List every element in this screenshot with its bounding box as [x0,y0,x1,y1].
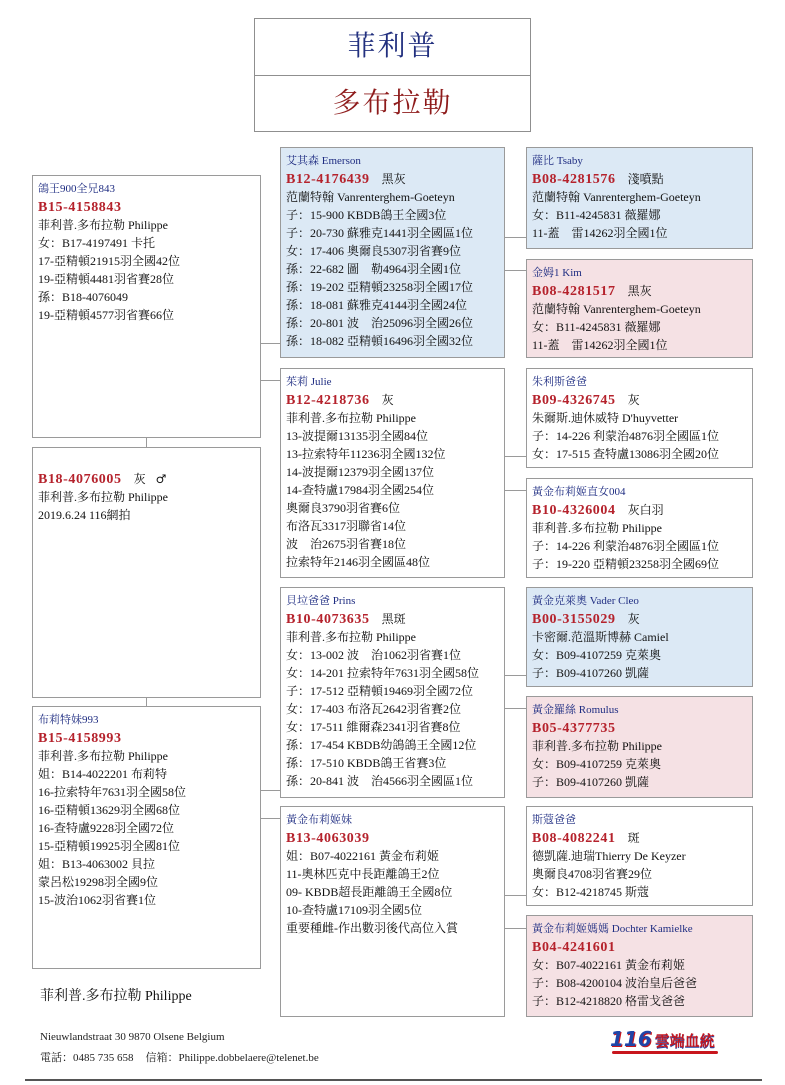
pedigree-box-dam-sire-dam [526,696,753,798]
pedigree-line: 10-查特盧17109羽全國5位 [286,903,422,917]
pedigree-line: 女：17-515 查特盧13086羽全國20位 [532,447,719,461]
pedigree-line: 16-拉索特年7631羽全國58位 [38,785,186,799]
pedigree-box-subject [32,447,261,698]
connector-subject-dam [146,698,147,706]
pedigree-line: 菲利普.多布拉勒 Philippe [38,749,169,763]
pedigree-line: 子：14-226 利蒙治4876羽全國區1位 [532,539,719,553]
pedigree-line: 16-亞精頓13629羽全國68位 [38,803,180,817]
pedigree-line: 13-拉索特年11236羽全國132位 [286,447,446,461]
connector-dam-to-dam-sire [261,790,280,791]
bird-title: 朱利斯爸爸 [532,376,587,388]
pedigree-line: 孫：18-082 亞精頓16496羽全國32位 [286,334,473,348]
breeder-name: 菲利普.多布拉勒 Philippe [40,989,192,1004]
pedigree-line: 孫：22-682 圖 勒4964羽全國1位 [286,262,461,276]
connector-ds-to-dss [505,675,526,676]
connector-sire-subject [146,438,147,447]
bird-title: 黃金布莉姬媽媽 Dochter Kamielke [532,923,693,935]
ring-row [532,501,752,519]
pedigree-line: 16-查特盧9228羽全國72位 [38,821,174,835]
ring-row [38,729,260,747]
pedigree-line: 女：17-403 布洛瓦2642羽省賽2位 [286,702,461,716]
pedigree-line: 11-蓋 雷14262羽全國1位 [532,226,668,240]
ring-row [38,198,260,216]
pedigree-line: 菲利普.多布拉勒 Philippe [38,218,169,232]
ring-number: B12-4176439 [286,172,370,187]
ring-row [38,470,260,488]
pedigree-line: 孫：17-454 KBDB幼鴿鴿王全國12位 [286,738,477,752]
pedigree-box-dam-dam-sire [526,806,753,906]
connector-sire-to-sire-sire [261,343,280,344]
pedigree-line: 布洛瓦3317羽聯省14位 [286,519,407,533]
connector-dd-to-dds [505,895,526,896]
pedigree-line: 范蘭特翰 Vanrenterghem-Goeteyn [532,302,701,316]
bird-title: 薩比 Tsaby [532,155,583,167]
pedigree-line: 重要種雌-作出數羽後代高位入賞 [286,921,458,935]
logo-number: 116 [610,1027,652,1051]
pedigree-line: 女：B11-4245831 薇羅娜 [532,208,661,222]
ring-number: B04-4241601 [532,940,616,955]
pedigree-line: 女：B09-4107259 克萊奧 [532,757,662,771]
pedigree-line: 范蘭特翰 Vanrenterghem-Goeteyn [286,190,455,204]
pedigree-line: 11-蓋 雷14262羽全國1位 [532,338,668,352]
pedigree-line: 子：20-730 蘇雅克1441羽全國區1位 [286,226,473,240]
pedigree-line: 11-奧林匹克中長距離鴿王2位 [286,867,440,881]
ring-number: B05-4377735 [532,721,616,736]
pedigree-line: 14-查特盧17984羽全國254位 [286,483,434,497]
plumage-color: 斑 [627,831,640,845]
connector-sire-to-sire-dam [261,380,280,381]
pedigree-line: 女：B12-4218745 斯蔻 [532,885,650,899]
ring-row [286,170,504,188]
pedigree-box-sire-dam-dam [526,478,753,578]
pedigree-line: 菲利普.多布拉勒 Philippe [286,630,417,644]
ring-row [532,719,752,737]
pedigree-line: 女：13-002 波 治1062羽省賽1位 [286,648,461,662]
pedigree-line: 子：B09-4107260 凱薩 [532,775,650,789]
bird-title: 金姆1 Kim [532,267,582,279]
pedigree-line: 子：19-220 亞精頓23258羽全國69位 [532,557,719,571]
title-first-name: 菲利普 [255,19,530,76]
ring-row [286,610,504,628]
bird-title: 艾其森 Emerson [286,155,361,167]
pedigree-line: 朱爾斯.迪休威特 D'huyvetter [532,411,679,425]
pedigree-line: 菲利普.多布拉勒 Philippe [38,490,169,504]
ring-row [532,282,752,300]
pedigree-box-sire-dam [280,368,505,578]
ring-row [286,391,504,409]
ring-row [532,938,752,956]
ring-number: B15-4158993 [38,731,122,746]
pedigree-line: 范蘭特翰 Vanrenterghem-Goeteyn [532,190,701,204]
connector-dd-to-ddd [505,928,526,929]
footer-contact [40,1049,319,1065]
ring-number: B15-4158843 [38,200,122,215]
pedigree-line: 女：14-201 拉索特年7631羽全國58位 [286,666,479,680]
bird-title: 黃金布莉姬直女004 [532,486,626,498]
pedigree-line: 女：B07-4022161 黃金布莉姬 [532,958,686,972]
ring-number: B08-4281576 [532,172,616,187]
bird-title: 茱莉 Julie [286,376,332,388]
title-box [254,18,531,132]
pedigree-line: 子：B09-4107260 凱薩 [532,666,650,680]
pedigree-line: 子：14-226 利蒙治4876羽全國區1位 [532,429,719,443]
ring-row [286,829,504,847]
connector-ss-to-ssd [505,270,526,271]
footer-address: Nieuwlandstraat 30 9870 Olsene Belgium [40,1031,225,1043]
pedigree-line: 姐：B07-4022161 黃金布莉姬 [286,849,440,863]
pedigree-line: 菲利普.多布拉勒 Philippe [532,521,663,535]
connector-sd-to-sdd [505,490,526,491]
pedigree-line: 子：15-900 KBDB鴿王全國3位 [286,208,447,222]
pedigree-line: 菲利普.多布拉勒 Philippe [286,411,417,425]
connector-sd-to-sds [505,456,526,457]
bird-title: 黃金布莉姬妹 [286,814,352,826]
pedigree-line: 姐：B14-4022201 布莉特 [38,767,168,781]
ring-row [532,829,752,847]
ring-number: B10-4073635 [286,612,370,627]
pedigree-line: 蒙呂松19298羽全國9位 [38,875,159,889]
pedigree-line: 子：B08-4200104 波治皇后爸爸 [532,976,698,990]
pedigree-line: 女：B17-4197491 卡托 [38,236,156,250]
plumage-color: 黑灰 [627,284,652,298]
pedigree-line: 13-波提爾13135羽全國84位 [286,429,428,443]
footer-email: 信箱：Philippe.dobbelaere@telenet.be [145,1052,319,1064]
pedigree-box-dam-dam [280,806,505,1017]
male-sex-icon: ♂ [155,472,167,486]
brand-logo [610,1027,715,1051]
pedigree-box-sire-sire-dam [526,259,753,358]
pedigree-line: 15-波治1062羽省賽1位 [38,893,156,907]
connector-ss-to-sss [505,237,526,238]
plumage-color: 黑斑 [381,612,406,626]
pedigree-line: 2019.6.24 116網拍 [38,508,131,522]
pedigree-line: 14-波提爾12379羽全國137位 [286,465,434,479]
logo-swoosh-icon [612,1051,718,1054]
ring-number: B12-4218736 [286,393,370,408]
bird-title: 布莉特妹993 [38,714,99,726]
pedigree-line: 奧爾良3790羽省賽6位 [286,501,401,515]
pedigree-line: 女：17-511 維爾森2341羽省賽8位 [286,720,461,734]
pedigree-line: 女：B09-4107259 克萊奧 [532,648,662,662]
logo-text: 雲端血統 [654,1032,715,1050]
ring-number: B13-4063039 [286,831,370,846]
pedigree-line: 15-亞精頓19925羽全國81位 [38,839,180,853]
pedigree-line: 09- KBDB超長距離鴿王全國8位 [286,885,453,899]
bird-title: 黃金羅絲 Romulus [532,704,619,716]
pedigree-box-dam-sire-sire [526,587,753,687]
ring-number: B08-4281517 [532,284,616,299]
footer-phone: 電話：0485 735 658 [40,1052,134,1064]
pedigree-line: 17-亞精頓21915羽全國42位 [38,254,180,268]
pedigree-box-dam [32,706,261,969]
pedigree-line: 子：B12-4218820 格雷戈爸爸 [532,994,686,1008]
pedigree-box-sire-sire-sire [526,147,753,249]
bottom-divider [25,1079,762,1081]
pedigree-line: 女：B11-4245831 薇羅娜 [532,320,661,334]
ring-number: B00-3155029 [532,612,616,627]
plumage-color: 灰 [381,393,394,407]
pedigree-line: 德凱薩.迪瑞Thierry De Keyzer [532,849,686,863]
ring-number: B08-4082241 [532,831,616,846]
plumage-color: 灰 [627,393,640,407]
pedigree-line: 姐：B13-4063002 貝拉 [38,857,156,871]
pedigree-line: 孫：19-202 亞精頓23258羽全國17位 [286,280,473,294]
ring-number: B10-4326004 [532,503,616,518]
pedigree-line: 孫：B18-4076049 [38,290,129,304]
bird-title: 鴿王900全兄843 [38,183,115,195]
pedigree-line: 孫：20-801 波 治25096羽全國26位 [286,316,473,330]
pedigree-box-sire-sire [280,147,505,358]
bird-title: 貝垃爸爸 Prins [286,595,356,607]
pedigree-line: 菲利普.多布拉勒 Philippe [532,739,663,753]
ring-number: B18-4076005 [38,472,122,487]
pedigree-line: 女：17-406 奧爾良5307羽省賽9位 [286,244,461,258]
ring-row [532,391,752,409]
pedigree-line: 19-亞精頓4481羽省賽28位 [38,272,174,286]
plumage-color: 灰 [627,612,640,626]
pedigree-box-dam-dam-dam [526,915,753,1017]
ring-row [532,610,752,628]
pedigree-box-sire [32,175,261,438]
pedigree-line: 子：17-512 亞精頓19469羽全國72位 [286,684,473,698]
plumage-color: 灰白羽 [627,503,664,517]
plumage-color: 黑灰 [381,172,406,186]
plumage-color: 灰 [133,472,146,486]
connector-ds-to-dsd [505,708,526,709]
pedigree-line: 拉索特年2146羽全國區48位 [286,555,431,569]
connector-dam-to-dam-dam [261,818,280,819]
pedigree-line: 波 治2675羽省賽18位 [286,537,407,551]
plumage-color: 淺噴點 [627,172,664,186]
ring-number: B09-4326745 [532,393,616,408]
pedigree-line: 孫：20-841 波 治4566羽全國區1位 [286,774,473,788]
pedigree-line: 19-亞精頓4577羽省賽66位 [38,308,174,322]
pedigree-line: 奧爾良4708羽省賽29位 [532,867,653,881]
bird-title: 斯蔻爸爸 [532,814,576,826]
pedigree-line: 孫：17-510 KBDB鴿王省賽3位 [286,756,447,770]
pedigree-box-sire-dam-sire [526,368,753,468]
pedigree-box-dam-sire [280,587,505,798]
pedigree-line: 卡密爾.范溫斯博赫 Camiel [532,630,669,644]
ring-row [532,170,752,188]
bird-title: 黃金克萊奧 Vader Cleo [532,595,639,607]
pedigree-line: 孫：18-081 蘇雅克4144羽全國24位 [286,298,467,312]
title-last-name: 多布拉勒 [332,88,453,119]
